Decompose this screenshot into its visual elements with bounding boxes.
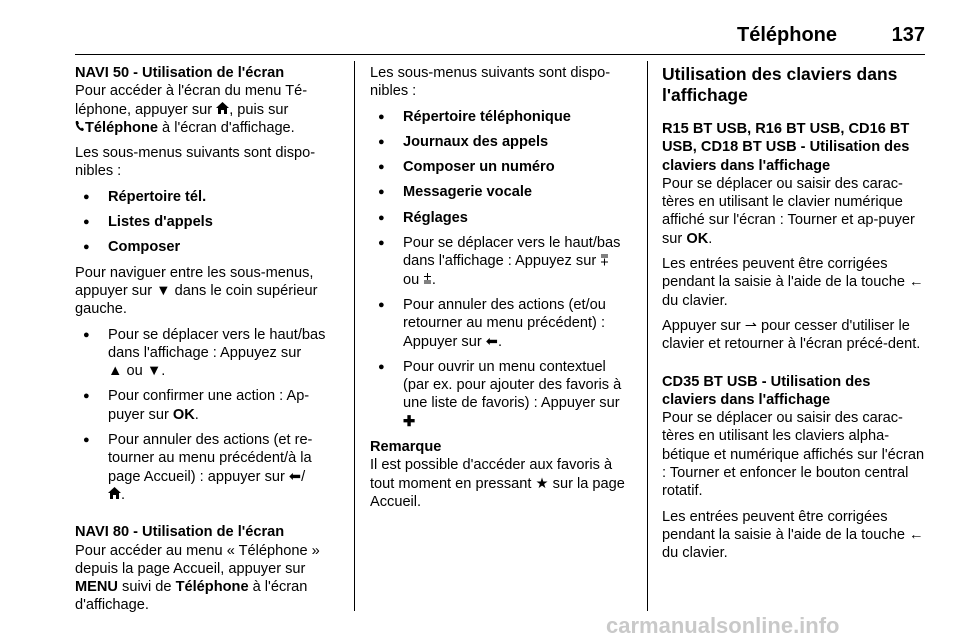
back-arrow-icon: ⬅ [485, 333, 498, 350]
list-item: ● Journaux des appels [370, 133, 632, 151]
subheading-cd35: CD35 BT USB - Utilisation des claviers dans l'affichage [662, 373, 871, 408]
triangle-down-icon: ▼ [146, 363, 162, 380]
triangle-down-icon: ▼ [156, 282, 171, 299]
remark-heading: Remarque [370, 439, 442, 456]
submenus-intro: Les sous-menus suivants sont dispo-nibles : [370, 65, 611, 100]
navi80-intro: Pour accéder au menu « Téléphone » depuis la page Accueil, appuyer sur MENU suivi de Téléphone à l'écran d'affichage. [75, 542, 320, 614]
back-arrow-icon: ⬅ [288, 468, 302, 485]
list-item: ● Pour annuler des actions (et/ou retourner au menu précédent) : Appuyer sur ⬅. [370, 296, 632, 351]
paragraph: Appuyer sur ⇀ pour cesser d'utiliser le clavier et retourner à l'écran précé-dent. [662, 317, 921, 353]
list-item: ● Pour se déplacer vers le haut/bas dans l'affichage : Appuyez sur ⩱ ou ⩲. [370, 234, 632, 289]
list-item: ● Messagerie vocale [370, 183, 632, 201]
triangle-up-icon: ▲ [108, 363, 123, 380]
star-icon: ★ [535, 475, 549, 492]
navigation-list [75, 326, 341, 505]
list-item: ● Composer un numéro [370, 158, 632, 176]
paragraph: Les entrées peuvent être corrigées pendant la saisie à l'aide de la touche ← du clavier. [662, 508, 924, 562]
column-divider-2 [647, 61, 648, 611]
paragraph: Pour se déplacer ou saisir des carac-tères en utilisant le clavier numérique affiché sur l'écran : Tourner et ap-puyer sur OK. [662, 175, 915, 247]
scroll-down-icon: ⩲ [423, 271, 432, 288]
navi50-intro: Pour accéder à l'écran du menu Té-léphone, appuyer sur , puis sur Téléphone à l'écran d'affichage. [75, 83, 308, 136]
list-item: ● Pour se déplacer vers le haut/bas dans l'affichage : Appuyez sur ▲ ou ▼. [75, 326, 341, 381]
column-1 [75, 64, 341, 622]
subheading-r15: R15 BT USB, R16 BT USB, CD16 BT USB, CD18 BT USB - Utilisation des claviers dans l'affichage [662, 121, 910, 174]
watermark: carmanualsonline.info [606, 613, 840, 638]
plus-icon: ✚ [403, 413, 416, 430]
submenus-intro: Les sous-menus suivants sont dispo-nibles : [75, 145, 316, 180]
exit-keyboard-icon: ⇀ [744, 317, 757, 334]
list-item: ● Pour annuler des actions (et re-tourner au menu précédent/à la page Accueil) : appuyer sur ⬅/ . [75, 431, 341, 504]
page-number: 137 [891, 24, 925, 46]
column-3 [662, 64, 926, 570]
column-2 [370, 64, 632, 518]
navi50-heading: NAVI 50 - Utilisation de l'écran [75, 65, 285, 81]
navigation-intro: Pour naviguer entre les sous-menus, appuyer sur ▼ dans le coin supérieur gauche. [75, 264, 318, 318]
paragraph: Pour se déplacer ou saisir des carac-tères en utilisant les claviers alpha-bétique et numérique affichés sur l'écran : Tourner et enfoncer le bouton central rotatif. [662, 410, 925, 500]
list-item: ● Listes d'appels [75, 213, 341, 231]
menu-label: MENU [75, 579, 118, 596]
remark-text: Il est possible d'accéder aux favoris à tout moment en pressant ★ sur la page Accueil. [370, 457, 625, 510]
scroll-up-icon: ⩱ [600, 253, 609, 270]
column-divider-1 [354, 61, 355, 611]
submenu-list [75, 188, 341, 257]
list-item: ● Pour confirmer une action : Ap-puyer sur OK. [75, 387, 341, 424]
list-item: ● Réglages [370, 209, 632, 227]
navi80-heading: NAVI 80 - Utilisation de l'écran [75, 524, 285, 541]
list-item: ● Pour ouvrir un menu contextuel (par ex. pour ajouter des favoris à une liste de favoris) : Appuyer sur ✚ [370, 358, 632, 431]
telephone-label: Téléphone [175, 579, 249, 596]
page-header [75, 24, 925, 55]
section-heading: Utilisation des claviers dans l'affichage [662, 64, 898, 105]
paragraph: Les entrées peuvent être corrigées pendant la saisie à l'aide de la touche ← du clavier. [662, 256, 924, 309]
list-item: ● Répertoire téléphonique [370, 108, 632, 126]
page-title: Téléphone [736, 24, 837, 46]
list-item: ● Composer [75, 238, 341, 256]
submenu-list [370, 108, 632, 431]
list-item: ● Répertoire tél. [75, 188, 341, 206]
home-icon [108, 486, 121, 504]
home-icon [216, 101, 229, 119]
telephone-label: Téléphone [85, 119, 158, 136]
phone-icon [75, 119, 85, 137]
